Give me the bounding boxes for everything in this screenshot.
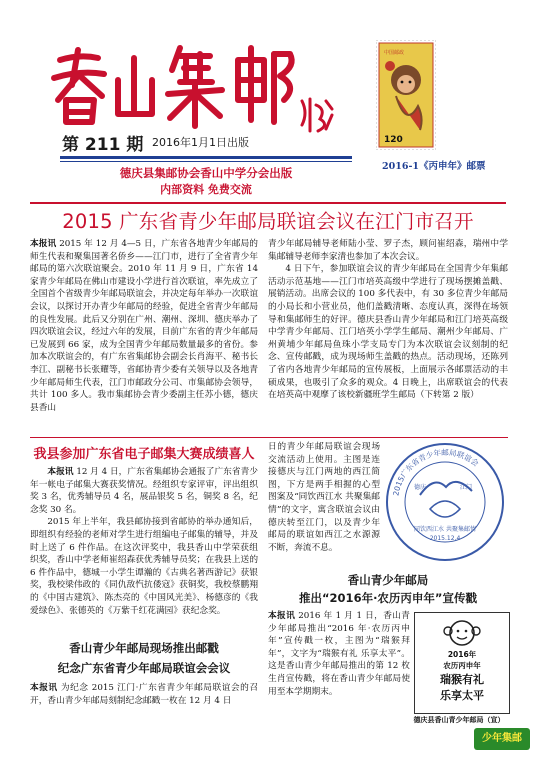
- promo-footer: 德庆县香山青少年邮局（宣）: [413, 716, 505, 724]
- article2-body: [30, 466, 258, 617]
- article1-col1: [30, 238, 258, 414]
- postmark-date: 2015.12.4: [429, 535, 461, 542]
- postmark-place: 德庆: [414, 484, 427, 491]
- publisher-line: 德庆县集邮协会香山中学分会出版: [119, 166, 293, 180]
- article2-p2: 2015 年上半年，我县邮协接到省邮协的举办通知后，即组织有经验的老师对学生进行组编电子邮集的辅导，并及时上送了 6 件作品。在这次评奖中，我县香山中学荣获组织奖，香山中学老师崔绍森获优秀辅导员奖；在我县上送的 6 件作品中，德城一小学生谭瀚的《古典名著西游记》获银奖，我校梁伟政的《同仇敌忾抗倭寇》获铜奖，我校蔡鹏翔的《中国古建筑》、陈杰亮的《中国风光美》、杨德彦的《我爱绿色》、张德英的《万紫千红花满园》获纪念奖。: [30, 517, 258, 616]
- article3-title-line2: 纪念广东省青少年邮局联谊会会议: [57, 661, 231, 675]
- article4-lead: 本报讯: [268, 611, 296, 621]
- commemorative-postmark: [384, 441, 506, 563]
- article2-title: 我县参加广东省电子邮集大赛成绩喜人: [33, 447, 255, 462]
- article1-col2a: 青少年邮局辅导老师陆小莹、罗子杰，顾问崔绍森，瑞州中学集邮辅导老师李家清也参加了本次会议。: [268, 239, 508, 262]
- postmark-place2: 江门: [460, 484, 473, 491]
- masthead-divider: [60, 156, 352, 159]
- stamp-caption: 2016-1《丙申年》邮票: [382, 161, 486, 172]
- article2-p1: 12 月 4 日，广东省集邮协会通报了广东省青少年一帐电子邮集大赛获奖情况。经组织专家评审，评出组织奖 3 名，优秀辅导员 4 名，展品银奖 5 名，铜奖 8 名，纪念奖 30 名。: [30, 467, 258, 515]
- issue-number: 第 211 期: [62, 135, 144, 155]
- masthead-calligraphy-title: [40, 30, 300, 130]
- promo-line2: 乐享太平: [440, 689, 484, 702]
- article3-body: [30, 682, 258, 707]
- section-divider: [30, 437, 508, 438]
- stamp-country: 中国邮政: [384, 50, 405, 56]
- tagline: 内部资料 免费交流: [160, 183, 252, 196]
- monkey-year-stamp: [376, 40, 436, 150]
- article4-body: [268, 610, 410, 698]
- article-mid-body: 日的青少年邮局联谊会现场交流活动上使用。主图是连接德庆与江门两地的西江简图，下方是两手相握的心型图案及“同饮西江水 共聚集邮情”的文字，寓含联谊会议由德庆转至江门，以及青少年邮局的联谊如西江之水源源不断，奔流不息。: [268, 442, 380, 553]
- postmark-slogan: 同饮西江水 共聚集邮情: [414, 526, 476, 533]
- article2-lead: 本报讯: [47, 467, 74, 477]
- article1-lead: 本报讯: [30, 239, 57, 249]
- article3-title-line1: 香山青少年邮局现场推出邮戳: [69, 641, 219, 655]
- publication-date: 2016年1月1日出版: [152, 136, 249, 149]
- article4-title-line1: 香山青少年邮局: [347, 573, 429, 587]
- promo-line1: 瑞猴有礼: [440, 673, 484, 686]
- promo-postmark: [414, 612, 510, 714]
- article3-text: 为纪念 2015 江门·广东省青少年邮局联谊会的召开，香山青少年邮局刻制纪念邮戳一枚在 12 月 4 日: [30, 683, 259, 706]
- article1-col2: [268, 238, 508, 402]
- promo-lunar: 农历丙申年: [443, 661, 481, 670]
- masthead-divider-thin: [60, 161, 352, 162]
- article1-col1-text: 2015 年 12 月 4—5 日，广东省各地青少年邮局的师生代表和聚集国著名侨乡——江门市，进行了全省青少年邮局的第六次联谊聚会。2010 年 11 月 9 日，广东省 14 家青少年邮局在佛山市建设小学进行首次联谊，率先成立了全国首个省级青少年邮局联谊会，并决定每年举办一次联谊会议，以探讨开办青少年邮局的经验，促进全省青少年邮局的良性发展。此后又分别在广州、潮州、深圳、德庆举办了四次联谊会议，经过六年的发展，目前广东省的青少年邮局已发展到 66 家，成为全国青少年邮局数量最多的省份。参加本次联谊会的，有广东省集邮协会副会长肖海平、秘书长李江、副秘书长张耀等，省邮协青少委有关领导以及各地青少年邮局师生代表，江门市邮政分公司、市集邮协会领导，共计 100 多人。我市集邮协会青少委副主任苏小德，德庆县香山: [30, 239, 258, 413]
- article3-lead: 本报讯: [30, 683, 58, 693]
- monkey-icon: [442, 615, 482, 649]
- headline-rule: [30, 202, 506, 204]
- article4-title-line2: 推出“2016年·农历丙申年”宣传戳: [299, 591, 477, 605]
- stamp-value: 120: [384, 135, 403, 145]
- article1-col2b: 4 日下午，参加联谊会议的青少年邮局在全国青少年集邮活动示范基地——江门市培英高级中学进行了现场摆摊盖戳、展销活动。出席会议的 100 多代表中，有 30 多位青少年邮局的小局长和小营业员，他们盖戳清晰、态度认真，深得在场领导和集邮师生的好评。德庆县香山青少年邮局和江门培英高级中学青少年邮局、江门培英小学学生邮局、潮州少年邮局、广州黄埔少年邮局鱼珠小学支局专门为本次联谊会议刻制的纪念、宣传邮戳，成为现场师生盖戳的热点。活动现场，还陈列了省内各地青少年邮局的宣传展板，上面展示各邮票活动的丰硕成果，也吸引了众多的观众。4 日晚上，出席联谊会的代表在培英高中观摩了该校新疆班学生邮局（下转第 2 版）: [268, 264, 508, 401]
- promo-year: 2016年: [447, 650, 477, 659]
- main-headline: 2015 广东省青少年邮局联谊会议在江门市召开: [62, 210, 474, 233]
- postmark-ring-text: 2015广东省青少年邮局联谊会: [391, 447, 481, 497]
- corner-logo: 少年集邮: [474, 728, 530, 750]
- article4-text: 2016 年 1 月 1 日，香山青少年邮局推出“2016 年·农历丙申年”宣传戳一枚，主图为“瑞猴拜年”，文字为“瑞猴有礼 乐享太平”。这是香山青少年邮局推出的第 12 枚生肖宣传戳，将在香山青少年邮局使用至本学期期末。: [268, 611, 410, 697]
- artist-seal-stamp: [296, 95, 338, 135]
